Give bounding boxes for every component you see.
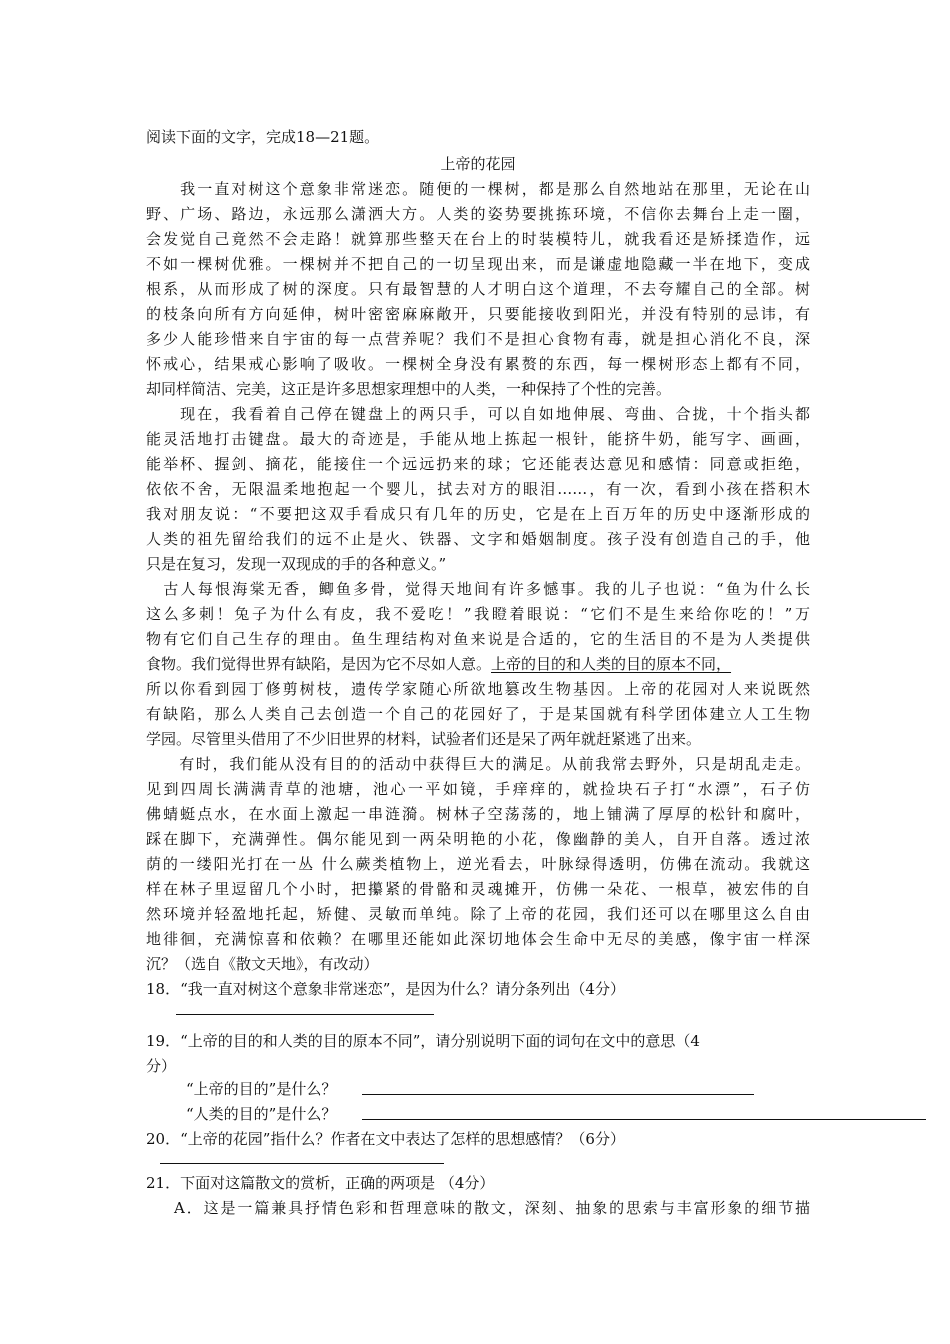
passage-line: 能灵活地打击键盘。最大的奇迹是，手能从地上拣起一根针，能挤牛奶，能写字、画画， [146,430,810,448]
passage-line: 会发觉自己竟然不会走路！就算那些整天在台上的时装模特儿，就我看还是矫揉造作，远 [146,230,810,248]
question-18: 18．“我一直对树这个意象非常迷恋”，是因为什么？请分条列出（4分） [146,980,625,998]
passage-line: 多少人能珍惜来自宇宙的每一点营养呢？我们不是担心食物有毒，就是担心消化不良，深 [146,330,810,348]
passage-line: 古人每恨海棠无香，鲫鱼多骨，觉得天地间有许多憾事。我的儿子也说：“鱼为什么长 [146,580,810,598]
passage-title: 上帝的花园 [440,155,516,173]
passage-line: 有时，我们能从没有目的的活动中获得巨大的满足。从前我常去野外，只是胡乱走走。 [146,755,810,773]
passage-line: 地徘徊，充满惊喜和依赖？在哪里还能如此深切地体会生命中无尽的美感，像宇宙一样深 [146,930,810,948]
passage-line: 沉？（选自《散文天地》，有改动） [146,955,379,973]
question-21-option-a: A．这是一篇兼具抒情色彩和哲理意味的散文，深刻、抽象的思索与丰富形象的细节描 [174,1199,810,1217]
answer-blank-19-a[interactable] [362,1094,754,1095]
question-19: 19．“上帝的目的和人类的目的原本不同”，请分别说明下面的词句在文中的意思（4 [146,1032,700,1050]
passage-line: 所以你看到园丁修剪树枝，遗传学家随心所欲地篡改生物基因。上帝的花园对人来说既然 [146,680,810,698]
passage-line: 荫的一缕阳光打在一丛 什么蕨类植物上，逆光看去，叶脉绿得透明，仿佛在流动。我就这 [146,855,810,873]
passage-line: 这么多刺！兔子为什么有皮，我不爱吃！”我瞪着眼说：“它们不是生来给你吃的！”万 [146,605,810,623]
passage-line: 只是在复习，发现一双现成的手的各种意义。” [146,555,447,573]
passage-text: 食物。我们觉得世界有缺陷，是因为它不尽如人意。 [146,655,492,673]
passage-line: 现在，我看着自己停在键盘上的两只手，可以自如地伸展、弯曲、合拢，十个指头都 [146,405,810,423]
passage-line: 野、广场、路边，永远那么潇洒大方。人类的姿势要挑拣环境，不信你去舞台上走一圈， [146,205,810,223]
passage-line: 能举杯、握剑、摘花，能接住一个远远扔来的球；它还能表达意见和感情：同意或拒绝， [146,455,810,473]
answer-blank-20[interactable] [160,1163,444,1164]
passage-line: 却同样简洁、完美，这正是许多思想家理想中的人类，一种保持了个性的完善。 [146,380,672,398]
underlined-sentence: 上帝的目的和人类的目的原本不同， [491,655,732,673]
passage-line: 然环境并轻盈地托起，矫健、灵敏而单纯。除了上帝的花园，我们还可以在哪里这么自由 [146,905,810,923]
question-19-b: “人类的目的”是什么？ [186,1105,337,1123]
question-21: 21．下面对这篇散文的赏析，正确的两项是 （4分） [146,1174,495,1192]
passage-line: 不如一棵树优雅。一棵树并不把自己的一切呈现出来，而是谦虚地隐藏一半在地下，变成 [146,255,810,273]
answer-blank-18[interactable] [176,1014,434,1015]
question-19-a: “上帝的目的”是什么？ [186,1080,337,1098]
answer-blank-19-b[interactable] [362,1119,926,1120]
passage-line: 物有它们自己生存的理由。鱼生理结构对鱼来说是合适的，它的生活目的不是为人类提供 [146,630,810,648]
passage-line: 的枝条向所有方向延伸，树叶密密麻麻敞开，只要能接收到阳光，并没有特别的忌讳，有 [146,305,810,323]
reading-instruction: 阅读下面的文字，完成18—21题。 [146,128,380,146]
passage-line: 样在林子里逗留几个小时，把攥紧的骨骼和灵魂摊开，仿佛一朵花、一根草，被宏伟的自 [146,880,810,898]
passage-line: 见到四周长满满青草的池塘，池心一平如镜，手痒痒的，就捡块石子打“水漂”，石子仿 [146,780,810,798]
passage-line [146,653,810,675]
question-19-cont: 分） [146,1057,177,1075]
passage-line: 人类的祖先留给我们的远不止是火、铁器、文字和婚姻制度。孩子没有创造自己的手，他 [146,530,810,548]
question-20: 20．“上帝的花园”指什么？作者在文中表达了怎样的思想感情？（6分） [146,1130,625,1148]
passage-line: 怀戒心，结果戒心影响了吸收。一棵树全身没有累赘的东西，每一棵树形态上都有不同， [146,355,810,373]
passage-line: 踩在脚下，充满弹性。偶尔能见到一两朵明艳的小花，像幽静的美人，自开自落。透过浓 [146,830,810,848]
passage-line: 佛蜻蜓点水，在水面上激起一串涟漪。树林子空荡荡的，地上铺满了厚厚的松针和腐叶， [146,805,810,823]
passage-line: 我对朋友说：“不要把这双手看成只有几年的历史，它是在上百万年的历史中逐渐形成的 [146,505,810,523]
passage-line: 根系，从而形成了树的深度。只有最智慧的人才明白这个道理，不去夸耀自己的全部。树 [146,280,810,298]
passage-line: 有缺陷，那么人类自己去创造一个自己的花园好了，于是某国就有科学团体建立人工生物 [146,705,810,723]
passage-line: 学园。尽管里头借用了不少旧世界的材料，试验者们还是呆了两年就赶紧逃了出来。 [146,730,702,748]
passage-line: 依依不舍，无限温柔地抱起一个婴儿，拭去对方的眼泪……，有一次，看到小孩在搭积木 [146,480,810,498]
passage-line: 我一直对树这个意象非常迷恋。随便的一棵树，都是那么自然地站在那里，无论在山 [146,180,810,198]
